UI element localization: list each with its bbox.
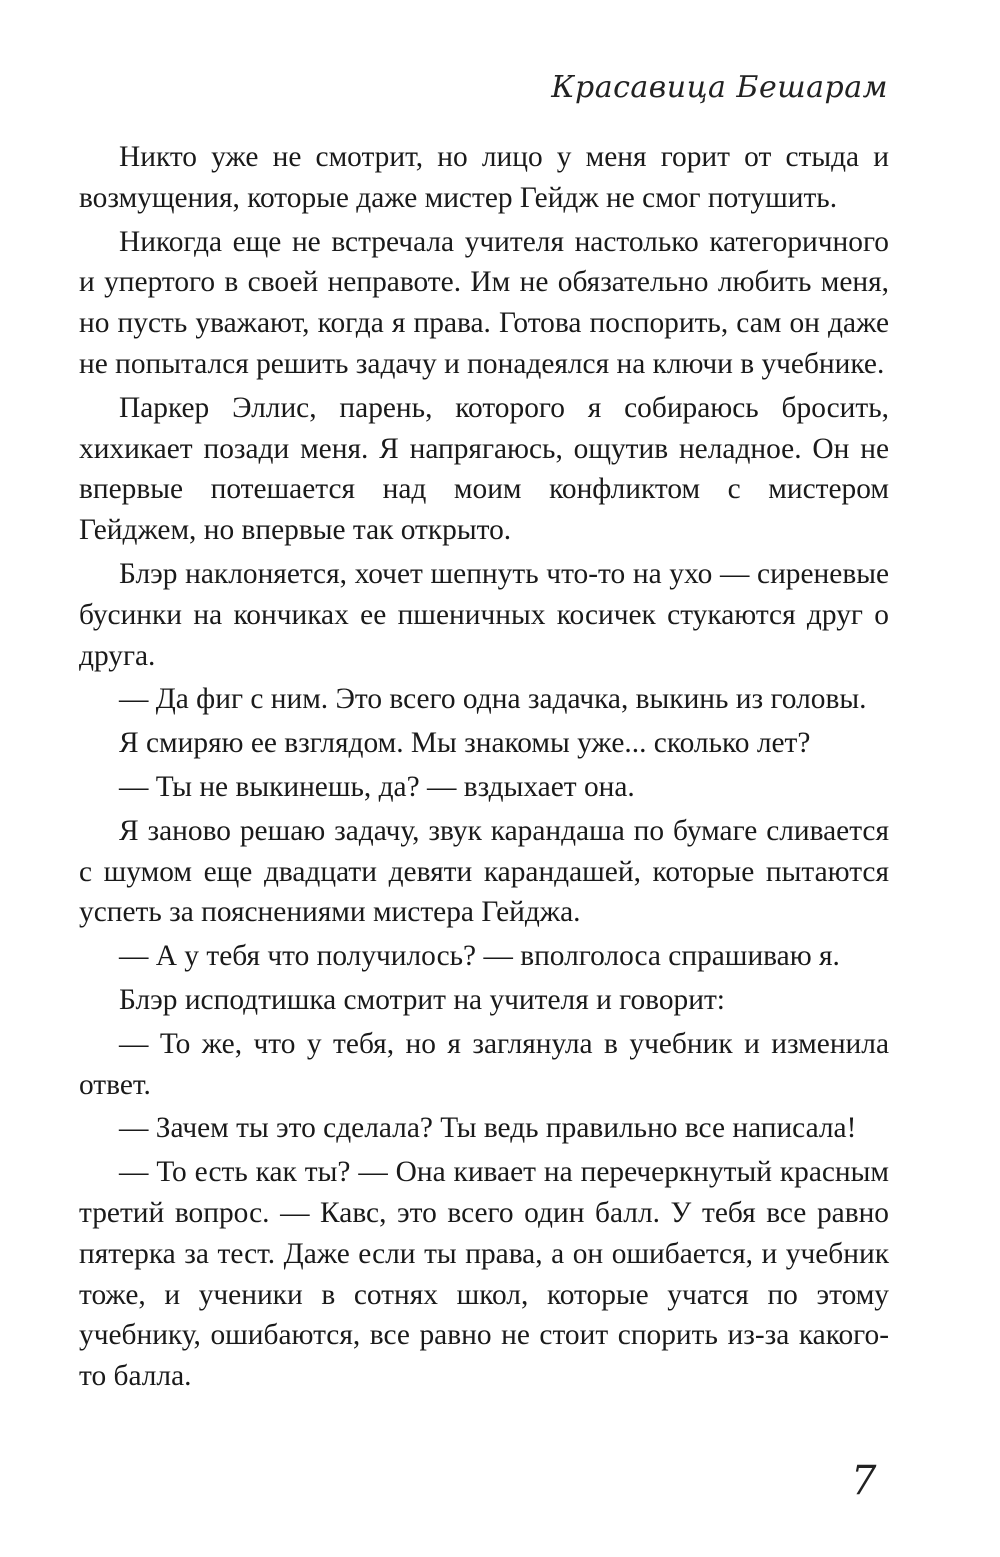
paragraph: — Да фиг с ним. Это всего одна задачка, выкинь из головы. xyxy=(119,683,867,716)
paragraph: Никогда еще не встречала учителя настолько категоричного и упертого в своей неправоте. Им не обязательно любить меня, но пусть уважают, когда я права. Готова поспорить, сам он даже не попытался решить задачу и понадеялся на ключи в учебнике. xyxy=(79,225,889,380)
paragraph: Блэр исподтишка смотрит на учителя и говорит: xyxy=(119,983,725,1016)
paragraph: — То же, что у тебя, но я заглянула в учебник и изменила ответ. xyxy=(79,1027,889,1101)
paragraph: Я заново решаю задачу, звук карандаша по бумаге сливается с шумом еще двадцати девяти карандашей, которые пытаются успеть за пояснениями мистера Гейджа. xyxy=(79,814,889,929)
running-header-title: Красавица Бешарам xyxy=(551,70,888,105)
paragraph: Никто уже не смотрит, но лицо у меня горит от стыда и возмущения, которые даже мистер Гейдж не смог потушить. xyxy=(79,141,889,214)
paragraph: — Зачем ты это сделала? Ты ведь правильно все написала! xyxy=(119,1112,857,1145)
paragraph: — Ты не выкинешь, да? — вздыхает она. xyxy=(119,770,635,803)
paragraph: Я смиряю ее взглядом. Мы знакомы уже... сколько лет? xyxy=(119,727,811,760)
body-text xyxy=(79,137,889,1400)
paragraph: — А у тебя что получилось? — вполголоса спрашиваю я. xyxy=(119,940,840,973)
page-number: 7 xyxy=(851,1458,877,1504)
paragraph: Паркер Эллис, парень, которого я собираюсь бросить, хихикает позади меня. Я напрягаюсь, ощутив неладное. Он не впервые потешается над моим конфликтом с мистером Гейджем, но впервые так открыто. xyxy=(79,391,889,547)
paragraph: — То есть как ты? — Она кивает на перечеркнутый красным третий вопрос. — Кавс, это всего один балл. У тебя все равно пятерка за тест. Даже если ты права, а он ошибается, и учебник тоже, и ученики в сотнях школ, которые учатся по этому учебнику, ошибаются, все равно не стоит спорить из-за какого-то балла. xyxy=(79,1156,889,1393)
paragraph: Блэр наклоняется, хочет шепнуть что-то на ухо — сиреневые бусинки на кончиках ее пшеничных косичек стукаются друг о друга. xyxy=(79,557,889,672)
